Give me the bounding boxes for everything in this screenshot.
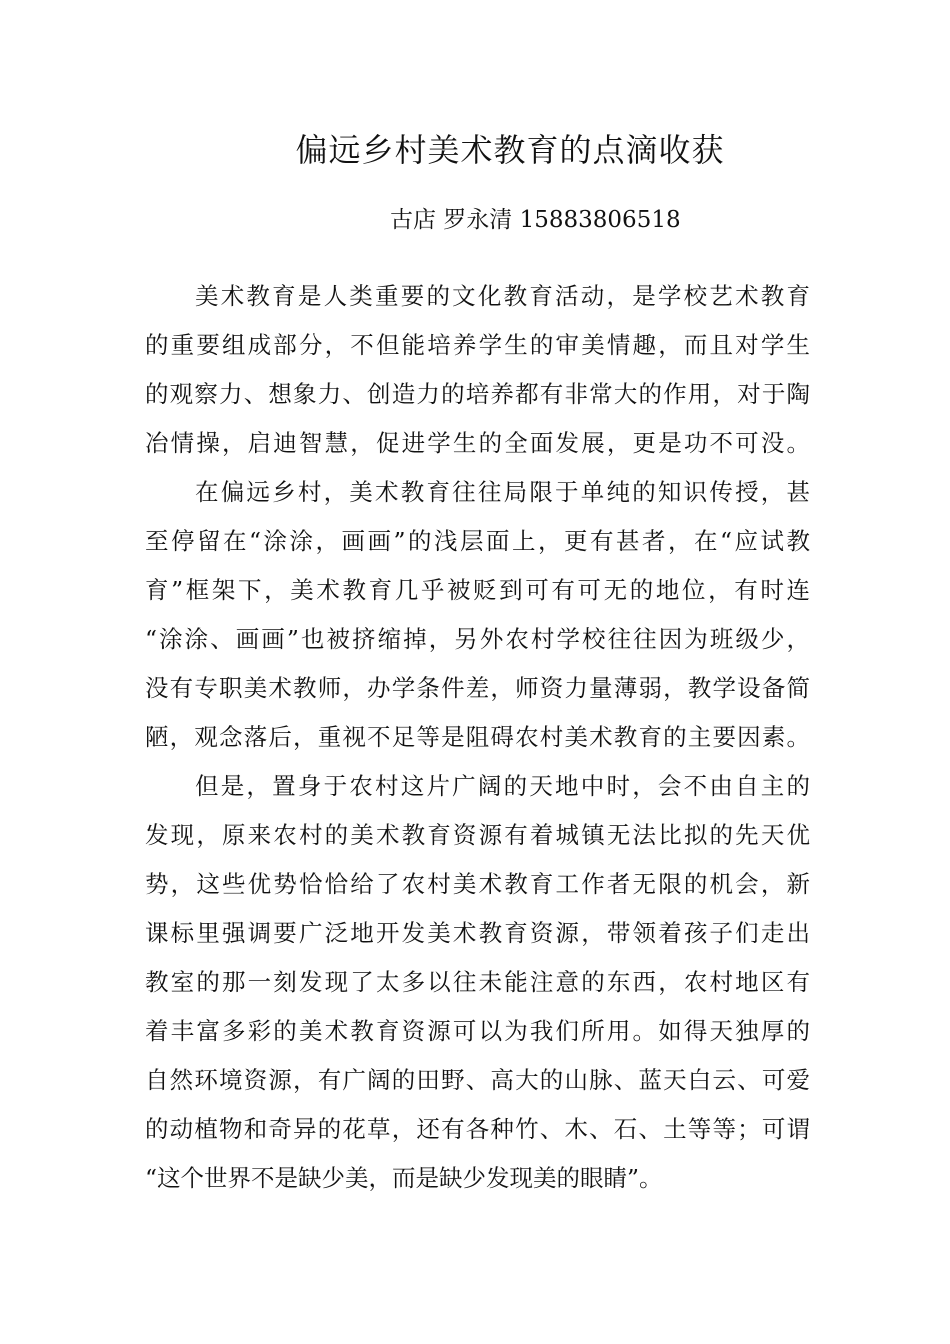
text-line: 没有专职美术教师，办学条件差，师资力量薄弱，教学设备简	[145, 674, 810, 702]
text-line: 势，这些优势恰恰给了农村美术教育工作者无限的机会，新	[145, 870, 810, 898]
author-line: 古店 罗永清 15883806518	[390, 207, 681, 233]
text-line: 着丰富多彩的美术教育资源可以为我们所用。如得天独厚的	[145, 1017, 810, 1045]
text-line: 课标里强调要广泛地开发美术教育资源，带领着孩子们走出	[145, 919, 810, 947]
text-line: 冶情操，启迪智慧，促进学生的全面发展，更是功不可没。	[145, 429, 810, 457]
text-line: 在偏远乡村，美术教育往往局限于单纯的知识传授，甚	[195, 478, 810, 506]
paragraph	[145, 763, 810, 1204]
paragraph	[145, 469, 810, 763]
text-line: “涂涂、画画”也被挤缩掉，另外农村学校往往因为班级少，	[145, 625, 810, 653]
text-line: 至停留在“涂涂，画画”的浅层面上，更有甚者，在“应试教	[145, 527, 810, 555]
text-line: 自然环境资源，有广阔的田野、高大的山脉、蓝天白云、可爱	[145, 1066, 810, 1094]
text-line: 的动植物和奇异的花草，还有各种竹、木、石、土等等；可谓	[145, 1115, 810, 1143]
text-line: 陋，观念落后，重视不足等是阻碍农村美术教育的主要因素。	[145, 723, 810, 751]
text-line: 美术教育是人类重要的文化教育活动，是学校艺术教育	[195, 282, 810, 310]
text-line: “这个世界不是缺少美，而是缺少发现美的眼睛”。	[145, 1164, 663, 1192]
paragraph	[145, 273, 810, 469]
text-line: 的重要组成部分，不但能培养学生的审美情趣，而且对学生	[145, 331, 810, 359]
text-line: 的观察力、想象力、创造力的培养都有非常大的作用，对于陶	[145, 380, 810, 408]
text-line: 教室的那一刻发现了太多以往未能注意的东西，农村地区有	[145, 968, 810, 996]
document-body	[145, 273, 810, 1204]
text-line: 但是，置身于农村这片广阔的天地中时，会不由自主的	[195, 772, 810, 800]
text-line: 育”框架下，美术教育几乎被贬到可有可无的地位，有时连	[145, 576, 810, 604]
document-title: 偏远乡村美术教育的点滴收获	[295, 131, 725, 169]
text-line: 发现，原来农村的美术教育资源有着城镇无法比拟的先天优	[145, 821, 810, 849]
